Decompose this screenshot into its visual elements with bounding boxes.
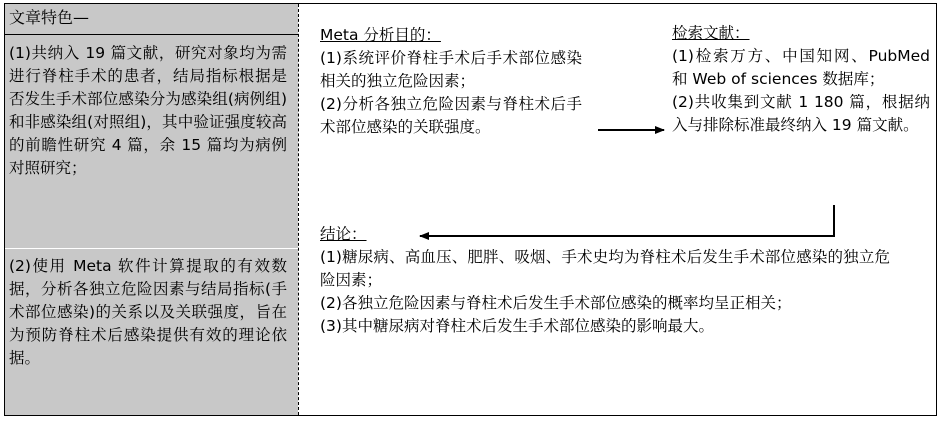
arrow-search-to-conclusion (420, 205, 834, 236)
features-item-2: (2)使用 Meta 软件计算提取的有效数据，分析各独立危险因素与结局指标(手术部位感染)的关系以及关联强度，旨在为预防脊柱术后感染提供有效的理论依据。 (9, 257, 287, 367)
features-title: 文章特色— (9, 8, 90, 27)
conclusion-heading: 结论： (320, 225, 367, 243)
literature-search-item-1: (1)检索万方、中国知网、PubMed 和 Web of sciences 数据库； (672, 47, 930, 88)
meta-purpose-heading: Meta 分析目的： (320, 26, 441, 44)
conclusion-item-1: (1)糖尿病、高血压、肥胖、吸烟、手术史均为脊柱术后发生手术部位感染的独立危险因素； (320, 248, 890, 289)
features-item-1: (1)共纳入 19 篇文献，研究对象均为需进行脊柱手术的患者，结局指标根据是否发生手术部位感染分为感染组(病例组)和非感染组(对照组)，其中验证强度较高的前瞻性研究 4 篇，余 15 篇均为病例对照研究； (9, 44, 287, 177)
literature-search-heading: 检索文献： (672, 24, 750, 42)
conclusion-item-3: (3)其中糖尿病对脊柱术后发生手术部位感染的影响最大。 (320, 317, 714, 335)
conclusion-item-2: (2)各独立危险因素与脊柱术后发生手术部位感染的概率均呈正相关； (320, 294, 792, 312)
meta-purpose-item-1: (1)系统评价脊柱手术后手术部位感染相关的独立危险因素； (320, 49, 582, 90)
literature-search-item-2: (2)共收集到文献 1 180 篇，根据纳入与排除标准最终纳入 19 篇文献。 (672, 93, 930, 134)
meta-purpose-item-2: (2)分析各独立危险因素与脊柱术后手术部位感染的关联强度。 (320, 95, 582, 136)
